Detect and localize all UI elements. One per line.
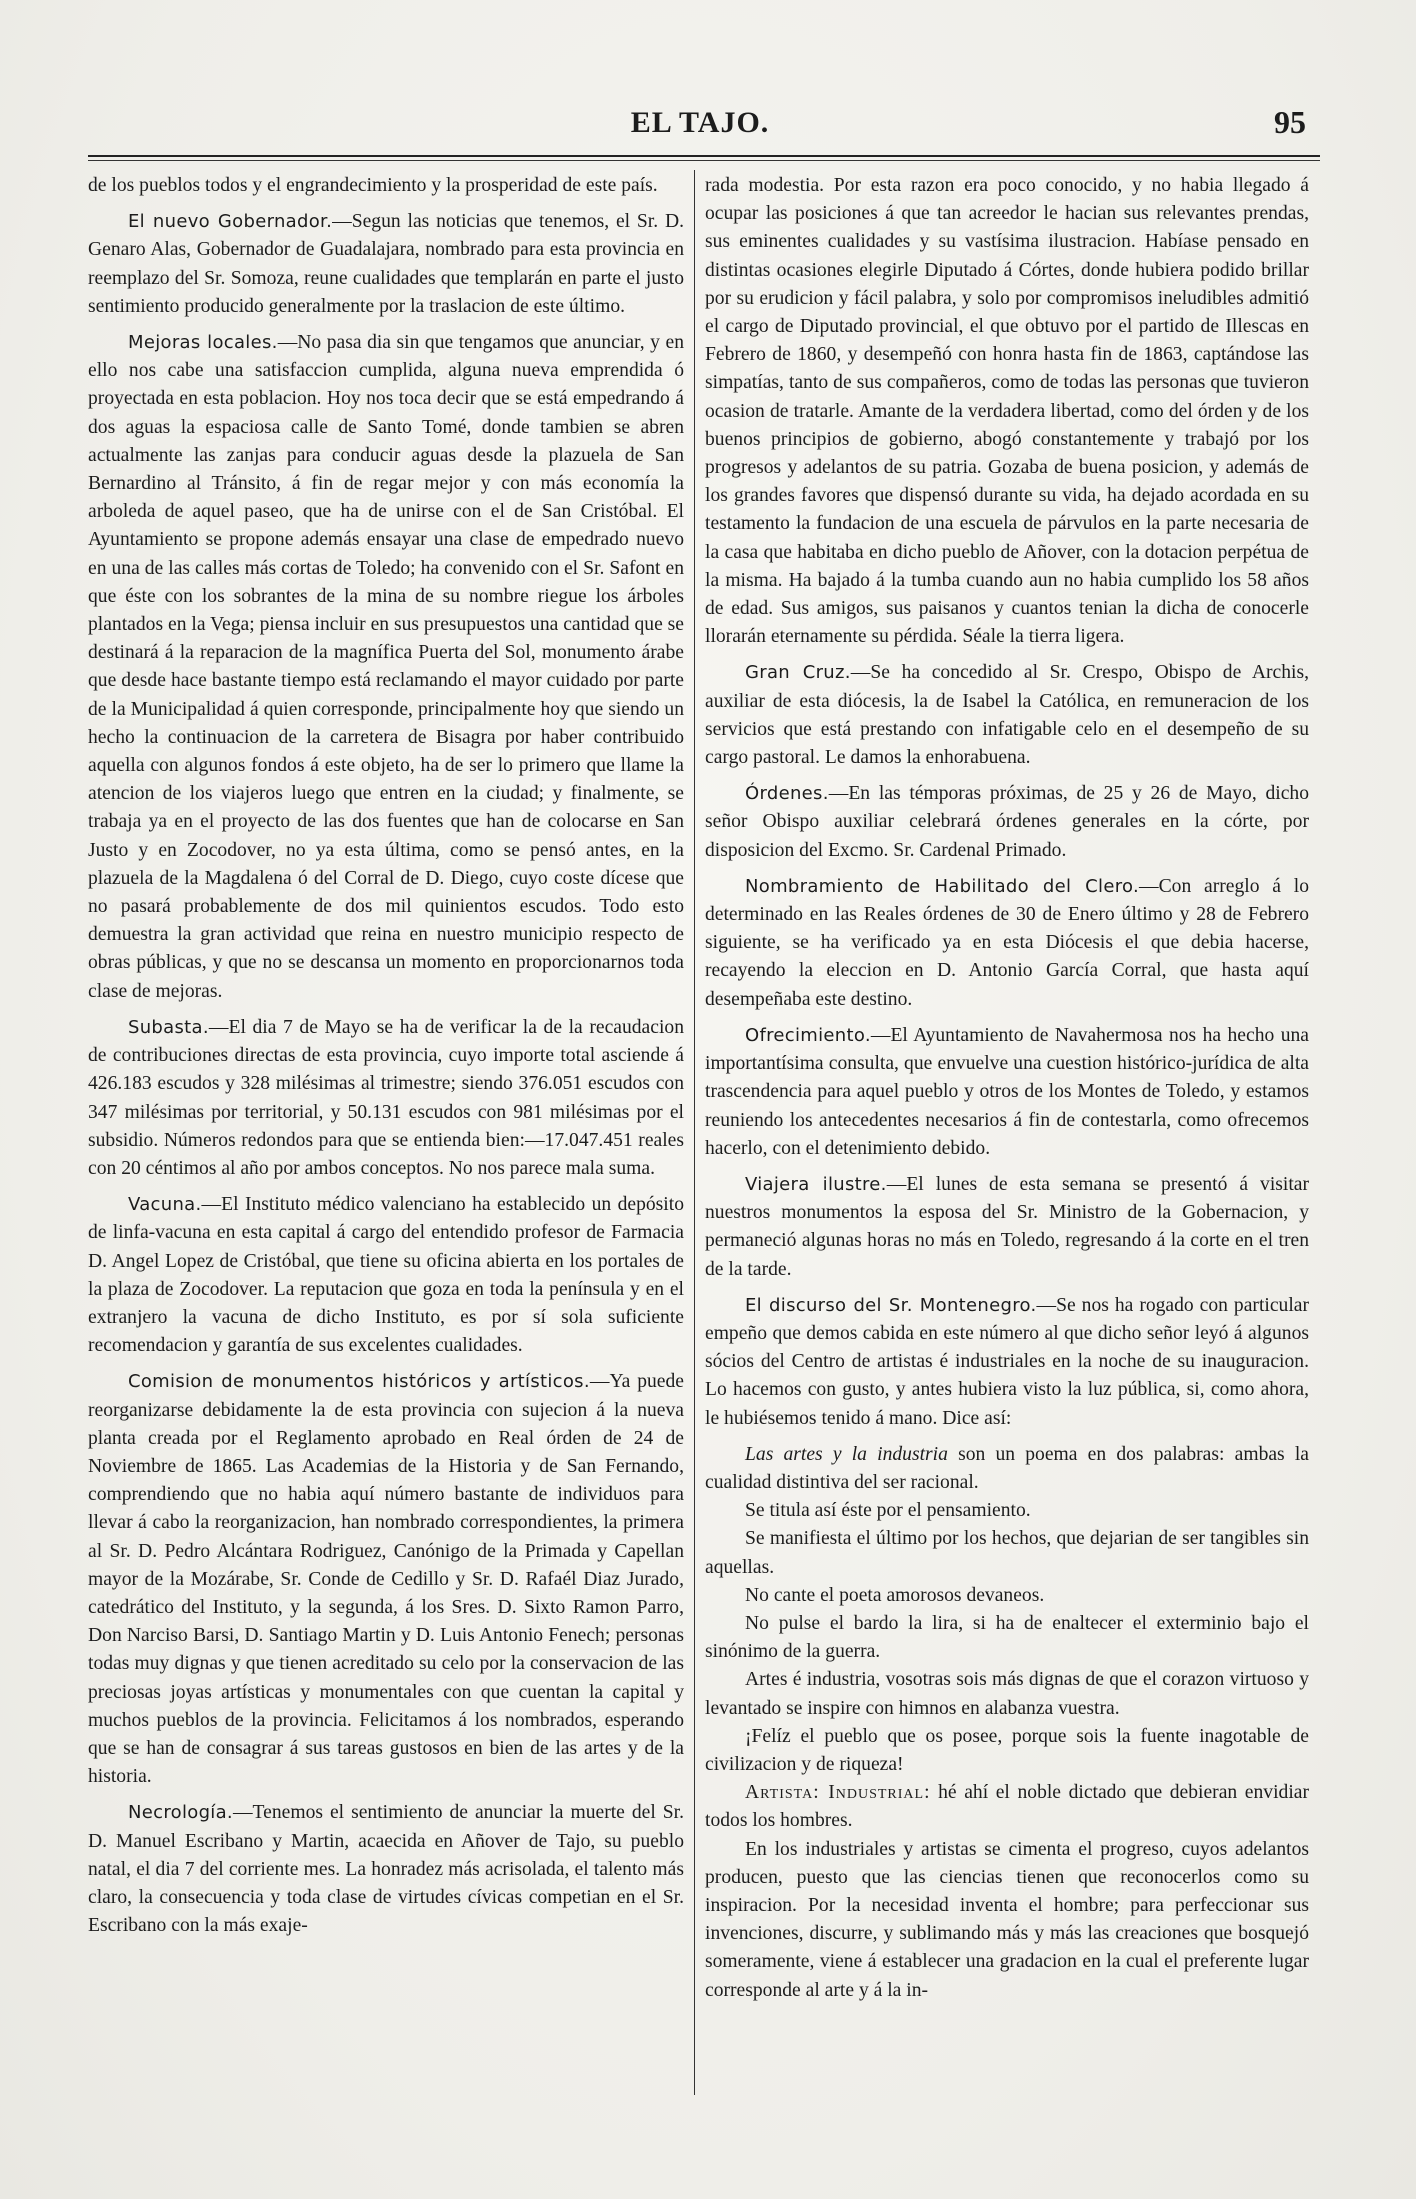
right-column (705, 172, 1309, 2005)
article-body: —Se nos ha rogado con particular empeño que demos cabida en este número al que dicho señor leyó á algunos sócios del Centro de artistas é industriales en la noche de su inauguracion. Lo hacemos con gusto, y antes hubiera visto la luz pública, si, como ahora, le hubiésemos tenido á mano. Dice así: (705, 1294, 1309, 1429)
speech-line: Artes é industria, vosotras sois más dignas de que el corazon virtuoso y levantado se inspire con himnos en alabanza vuestra. (705, 1669, 1309, 1719)
article-gran-cruz (705, 659, 1309, 772)
speech-artista-label: Artista: Industrial: (745, 1782, 931, 1804)
article-heading: Mejoras locales. (128, 332, 278, 354)
article-subasta (88, 1014, 684, 1183)
speech-line: Se titula así éste por el pensamiento. (745, 1500, 1031, 1522)
speech-line: ¡Felíz el pueblo que os posee, porque sois la fuente inagotable de civilizacion y de riqueza! (705, 1725, 1309, 1775)
article-gobernador (88, 208, 684, 321)
article-heading: El discurso del Sr. Montenegro. (745, 1294, 1037, 1316)
article-ordenes (705, 780, 1309, 865)
article-heading: El nuevo Gobernador. (128, 211, 333, 233)
article-body: —El lunes de esta semana se presentó á visitar nuestros monumentos la esposa del Sr. Ministro de la Gobernacion, y permaneció algunas horas no más en Toledo, regresando á la corte en el tren de la tarde. (705, 1173, 1310, 1280)
masthead: EL TAJO. (630, 106, 770, 139)
article-body: —El Instituto médico valenciano ha establecido un depósito de linfa-vacuna en esta capital á cargo del entendido profesor de Farmacia D. Angel Lopez de Cristóbal, que tiene su oficina abierta en los portales de la plaza de Zocodover. La reputacion que goza en toda la península y en el extranjero la vacuna de dicho Instituto, es por sí sola suficiente recomendacion y garantía de sus excelentes cualidades. (88, 1194, 684, 1357)
article-heading: Ofrecimiento. (745, 1024, 871, 1046)
article-body: —Segun las noticias que tenemos, el Sr. D. Genaro Alas, Gobernador de Guadalajara, nombrado para esta provincia en reemplazo del Sr. Somoza, reune cualidades que templarán en parte el justo sentimiento producido generalmente por la traslacion de este último. (88, 211, 685, 317)
article-body: —El Ayuntamiento de Navahermosa nos ha hecho una importantísima consulta, que envuelve una cuestion histórico-jurídica de alta trascendencia para aquel pueblo y otros de los Montes de Toledo, y estamos reuniendo los antecedentes necesarios á fin de contestarla, como ofrecemos hacerlo, con el detenimiento debido. (705, 1024, 1309, 1159)
speech-line: No cante el poeta amorosos devaneos. (745, 1584, 1045, 1606)
left-column (88, 172, 684, 1948)
necrologia-continuation: rada modestia. Por esta razon era poco conocido, y no habia llegado á ocupar las posiciones á que tan acreedor le hacian sus relevantes prendas, sus eminentes cualidades y su vastísima ilustracion. Habíase pensado en distintas ocasiones elegirle Diputado á Córtes, donde hubiera podido brillar por su erudicion y fácil palabra, y solo por compromisos ineludibles admitió el cargo de Diputado provincial, el que obtuvo por el partido de Illescas en Febrero de 1860, y desempeñó con honra hasta fin de 1863, captándose las simpatías, tanto de sus compañeros, como de todas las personas que tuvieron ocasion de tratarle. Amante de la verdadera libertad, como del órden y de los buenos principios de gobierno, abogó constantemente y trabajó por los progresos y adelantos de su patria. Gozaba de buena posicion, y además de los grandes favores que dispensó durante su vida, ha dejado acordada en su testamento la fundacion de una escuela de párvulos en la parte necesaria de la casa que habitaba en dicho pueblo de Añover, con la dotacion perpétua de la misma. Ha bajado á la tumba cuando aun no habia cumplido los 58 años de edad. Sus amigos, sus paisanos y cuantos tenian la dicha de conocerle llorarán eternamente su pérdida. Séale la tierra ligera. (705, 175, 1309, 648)
article-heading: Nombramiento de Habilitado del Clero. (745, 875, 1140, 897)
article-ofrecimiento (705, 1022, 1309, 1163)
page-number: 95 (1274, 104, 1306, 140)
column-divider (694, 170, 695, 2095)
article-discurso (705, 1292, 1309, 1433)
article-body: —No pasa dia sin que tengamos que anunciar, y en ello nos cabe una satisfaccion cumplida, alguna nueva emprendida ó proyectada en esta poblacion. Hoy nos toca decir que se está empedrando á dos aguas la espaciosa calle de Santo Tomé, donde tambien se abren actualmente las zanjas para conducir aguas desde la plazuela de San Bernardino al Tránsito, á fin de regar mejor y con más economía la arboleda de aquel paseo, que ha de unirse con el de San Cristóbal. El Ayuntamiento se propone además ensayar una clase de empedrado nuevo en una de las calles más cortas de Toledo; ha convenido con el Sr. Safont en que éste con los sobrantes de la mina de su nombre riegue los árboles plantados en la Vega; piensa incluir en sus presupuestos una cantidad que se destinará á la reparacion de la magnífica Puerta del Sol, monumento árabe que desde hace bastante tiempo está reclamando el mayor cuidado por parte de la Municipalidad á quien corresponde, principalmente hoy que siendo un hecho la continuacion de la carretera de Bisagra por haber contribuido aquella con algunos fondos á este objeto, ha de ser lo primero que llame la atencion de los viajeros luego que entren en la ciudad; y finalmente, se trabaja ya en el proyecto de las dos fuentes que han de colocarse en San Justo y en Zocodover, no ya esta última, como se pensó antes, en la plazuela de la Magdalena ó del Corral de D. Diego, cuyo coste dícese que no pasará probablemente de dos mil quinientos escudos. Todo esto demuestra la gran actividad que reina en nuestro municipio respecto de obras públicas, y que no se descansa un momento en proporcionarnos toda clase de mejoras. (88, 332, 685, 1002)
speech-opening (705, 1441, 1309, 1497)
article-body: —El dia 7 de Mayo se ha de verificar la de la recaudacion de contribuciones directas de esta provincia, cuyo importe total asciende á 426.183 escudos y 328 milésimas al trimestre; siendo 376.051 escudos con 347 milésimas por territorial, y 50.131 escudos con 981 milésimas por el subsidio. Números redondos para que se entienda bien:—17.047.451 reales con 20 céntimos al año por ambos conceptos. No nos parece mala suma. (88, 1016, 684, 1179)
article-heading: Órdenes. (745, 783, 829, 805)
speech-text: hé ahí el noble dictado que debieran envidiar todos los hombres. (705, 1782, 1309, 1832)
article-necrologia (88, 1799, 684, 1940)
article-heading: Comision de monumentos históricos y artísticos. (128, 1371, 590, 1393)
article-body: —En las témporas próximas, de 25 y 26 de Mayo, dicho señor Obispo auxiliar celebrará órdenes generales en la córte, por disposicion del Excmo. Sr. Cardenal Primado. (705, 783, 1309, 861)
article-heading: Gran Cruz. (745, 662, 851, 684)
header-rule (88, 155, 1320, 161)
page-header (80, 100, 1320, 150)
article-heading: Vacuna. (128, 1194, 202, 1216)
speech-line: No pulse el bardo la lira, si ha de enaltecer el exterminio bajo el sinónimo de la guerra. (705, 1612, 1309, 1663)
article-body: —Se ha concedido al Sr. Crespo, Obispo de Archis, auxiliar de esta diócesis, la de Isabel la Católica, en remuneracion de los servicios que está prestando con infatigable celo en el desempeño de su cargo pastoral. Le damos la enhorabuena. (705, 662, 1309, 769)
speech-line: Se manifiesta el último por los hechos, que dejarian de ser tangibles sin aquellas. (705, 1528, 1309, 1578)
article-comision (88, 1368, 684, 1791)
speech-title: Las artes y la industria (745, 1443, 948, 1465)
article-body: —Ya puede reorganizarse debidamente la de esta provincia con sujecion á la nueva planta creada por el Reglamento aprobado en Real órden de 24 de Noviembre de 1865. Las Academias de la Historia y de San Fernando, comprendiendo que no habia aquí número bastante de individuos para llevar á cabo la reorganizacion, han nombrado correspondientes, la primera al Sr. D. Pedro Alcántara Rodriguez, Canónigo de la Primada y Capellan mayor de la Mozárabe, Sr. Conde de Cedillo y Sr. D. Rafaél Diaz Jurado, catedrático del Instituto, y la segunda, á los Sres. D. Sixto Ramon Parro, Don Narciso Barsi, D. Santiago Martin y D. Luis Antonio Fenech; personas todas muy dignas y que tienen acreditado su celo por la conservacion de las preciosas joyas artísticas y monumentales con que cuentan la capital y muchos pueblos de la provincia. Felicitamos á los nombrados, esperando que se han de consagrar á sus tareas gustosos en bien de las artes y de la historia. (88, 1371, 684, 1788)
article-body: —Con arreglo á lo determinado en las Reales órdenes de 30 de Enero último y 28 de Febrero siguiente, se ha verificado ya en esta Diócesis el que debia hacerse, recayendo la eleccion en D. Antonio García Corral, que hasta aquí desempeñaba este destino. (705, 875, 1309, 1010)
article-mejoras (88, 329, 684, 1006)
speech-text: son un poema en dos palabras: ambas la cualidad distintiva del ser racional. (705, 1443, 1309, 1493)
article-heading: Necrología. (128, 1802, 233, 1824)
speech-artista (705, 1779, 1309, 1835)
intro-paragraph: de los pueblos todos y el engrandecimiento y la prosperidad de este país. (88, 175, 658, 196)
article-heading: Subasta. (128, 1016, 209, 1038)
article-body: —Tenemos el sentimiento de anunciar la muerte del Sr. D. Manuel Escribano y Martin, acaecida en Añover de Tajo, su pueblo natal, el dia 7 del corriente mes. La honradez más acrisolada, el talento más claro, la consecuencia y toda clase de virtudes cívicas competian en el Sr. Escribano con la más exaje- (88, 1802, 684, 1937)
article-viajera (705, 1171, 1309, 1284)
speech-final: En los industriales y artistas se cimenta el progreso, cuyos adelantos producen, puesto que las ciencias tienen que reconocerlos como su inspiracion. Por la necesidad inventa el hombre; para perfeccionar sus invenciones, discurre, y sublimando más y más las creaciones que bosquejó someramente, viene á establecer una gradacion en la cual el preferente lugar corresponde al arte y á la in- (705, 1838, 1309, 2001)
article-vacuna (88, 1191, 684, 1360)
article-habilitado (705, 873, 1309, 1014)
article-heading: Viajera ilustre. (745, 1173, 887, 1195)
